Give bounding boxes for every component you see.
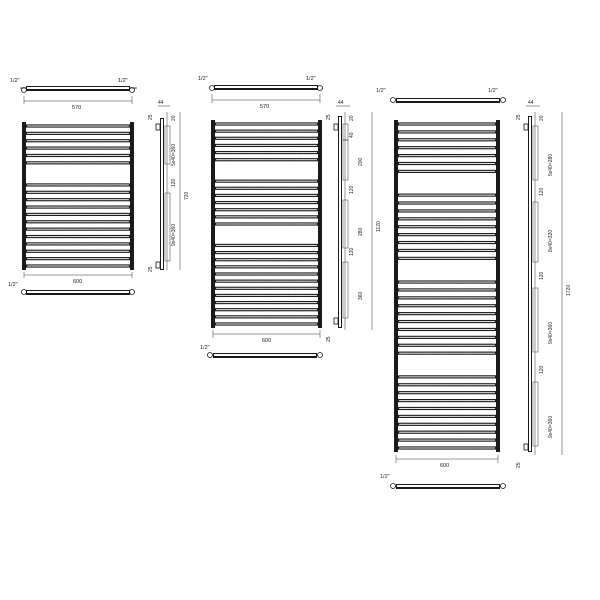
tube-bar-highlight xyxy=(399,218,495,219)
segment-dimension: 200 xyxy=(358,157,364,166)
tube-bar-highlight xyxy=(399,242,495,243)
tube-bar-highlight xyxy=(399,321,495,322)
fitting-icon xyxy=(130,290,135,295)
tube-bar-highlight xyxy=(27,140,129,141)
tube-bar-highlight xyxy=(216,295,317,296)
segment-dimension: 360 xyxy=(358,291,364,300)
segment-dimension: 5x40=360 xyxy=(171,143,177,166)
rail-right xyxy=(496,120,500,452)
front-view-medium xyxy=(211,120,322,344)
tube-bar-highlight xyxy=(399,250,495,251)
centers-dimension: 570 xyxy=(260,104,270,110)
tube-bar-highlight xyxy=(27,162,129,163)
tube-bar-highlight xyxy=(27,133,129,134)
radiator-medium xyxy=(198,76,382,358)
bottom-offset: 25 xyxy=(148,266,154,272)
segment-dimension: 120 xyxy=(539,365,545,374)
width-dimension: 600 xyxy=(440,463,450,469)
tube-bar-highlight xyxy=(216,288,317,289)
tube-bar-highlight xyxy=(216,302,317,303)
top-offset: 25 xyxy=(148,114,154,120)
tube-bar-highlight xyxy=(216,324,317,325)
tube-bar-highlight xyxy=(216,309,317,310)
tube-bar-highlight xyxy=(399,376,495,377)
tube-bar-highlight xyxy=(399,416,495,417)
segment-dimension: 9x40=360 xyxy=(548,321,554,344)
tube-bar-highlight xyxy=(27,155,129,156)
tube-bar-highlight xyxy=(27,207,129,208)
tube-bar-highlight xyxy=(27,251,129,252)
tube-bar-highlight xyxy=(27,236,129,237)
tube-bar-highlight xyxy=(399,203,495,204)
segment-dimension: 9x40=360 xyxy=(548,415,554,438)
tube-bar-highlight xyxy=(216,202,317,203)
height-dimension: 1120 xyxy=(376,221,382,232)
connector-label: 1/2" xyxy=(376,88,386,94)
tube-bar-highlight xyxy=(399,171,495,172)
tube-bar-highlight xyxy=(399,139,495,140)
width-dimension: 600 xyxy=(262,338,272,344)
tube-bar-highlight xyxy=(216,124,317,125)
tube-bar-highlight xyxy=(399,163,495,164)
tube-bar-highlight xyxy=(27,199,129,200)
connector-label: 1/2" xyxy=(118,78,128,84)
height-dimension: 1720 xyxy=(566,284,572,296)
fitting-icon xyxy=(22,290,27,295)
rail-left xyxy=(211,120,215,328)
tube-bar-highlight xyxy=(399,329,495,330)
segment-dimension: 120 xyxy=(349,185,355,194)
top-distance: 20 xyxy=(539,115,545,121)
bottom-connector-small xyxy=(8,282,135,295)
side-view-medium xyxy=(326,100,382,342)
tube-bar-highlight xyxy=(399,337,495,338)
tube-bar-highlight xyxy=(399,408,495,409)
tube-bar-highlight xyxy=(399,424,495,425)
bottom-offset: 25 xyxy=(326,336,332,342)
tube-bar-highlight xyxy=(216,224,317,225)
tube-bar-highlight xyxy=(27,184,129,185)
fitting-icon xyxy=(391,484,396,489)
tube-bar-highlight xyxy=(27,148,129,149)
fitting-icon xyxy=(210,86,215,91)
tube-bar-highlight xyxy=(216,209,317,210)
segment-dimension: 120 xyxy=(349,247,355,256)
segment-dimension: 120 xyxy=(171,178,177,187)
depth-dimension: 44 xyxy=(528,100,534,106)
connector-label: 1/2" xyxy=(200,345,210,351)
tube-bar-highlight xyxy=(399,131,495,132)
tube-bar-highlight xyxy=(399,195,495,196)
tube-bar-highlight xyxy=(216,281,317,282)
tube-bar-highlight xyxy=(399,258,495,259)
tube-bar-highlight xyxy=(399,440,495,441)
fitting-icon xyxy=(318,86,323,91)
tube-bar-highlight xyxy=(399,155,495,156)
tube-bar-highlight xyxy=(216,245,317,246)
tube-bar-highlight xyxy=(27,126,129,127)
tube-bar-highlight xyxy=(216,216,317,217)
connector-label: 1/2" xyxy=(10,78,20,84)
tube-bar-highlight xyxy=(216,138,317,139)
side-view-large xyxy=(516,100,572,468)
rail-left xyxy=(394,120,398,452)
radiator-small xyxy=(8,78,190,295)
top-connector-small xyxy=(10,78,137,111)
fitting-icon xyxy=(391,98,396,103)
tube-bar-highlight xyxy=(27,266,129,267)
tube-bar-highlight xyxy=(399,210,495,211)
side-view-small xyxy=(148,100,190,272)
tube-bar-highlight xyxy=(27,229,129,230)
tube-bar-highlight xyxy=(216,195,317,196)
connector-label: 1/2" xyxy=(488,88,498,94)
tube-bar-highlight xyxy=(216,131,317,132)
segment-dimension: 40 xyxy=(349,132,355,138)
tube-bar-highlight xyxy=(27,243,129,244)
tube-bar-highlight xyxy=(27,258,129,259)
tube-bar-highlight xyxy=(399,313,495,314)
bottom-connector-large xyxy=(380,474,506,489)
tube-bar-highlight xyxy=(399,226,495,227)
tube-bar-highlight xyxy=(399,234,495,235)
tube-bar-highlight xyxy=(399,353,495,354)
tube-bar-highlight xyxy=(399,305,495,306)
tube-bar-highlight xyxy=(216,152,317,153)
tube-bar-highlight xyxy=(216,316,317,317)
tube-bar-highlight xyxy=(216,145,317,146)
tube-bar-highlight xyxy=(399,392,495,393)
height-dimension: 720 xyxy=(184,191,190,200)
radiator-large xyxy=(376,88,572,489)
fitting-icon xyxy=(208,353,213,358)
fitting-icon xyxy=(318,353,323,358)
tube-bar-highlight xyxy=(216,259,317,260)
rail-right xyxy=(130,122,134,270)
rail-left xyxy=(22,122,26,270)
connector-label: 1/2" xyxy=(8,282,18,288)
bottom-connector-medium xyxy=(200,345,323,358)
segment-dimension: 120 xyxy=(539,271,545,280)
tube-bar-highlight xyxy=(216,266,317,267)
tube-bar-highlight xyxy=(399,282,495,283)
segment-dimension: 8x40=320 xyxy=(548,229,554,252)
segment-dimension: 9x40=360 xyxy=(171,223,177,246)
tube-bar-highlight xyxy=(399,147,495,148)
depth-dimension: 44 xyxy=(158,100,164,106)
top-offset: 25 xyxy=(516,114,522,120)
segment-dimension: 280 xyxy=(358,227,364,236)
fitting-icon xyxy=(501,98,506,103)
connector-label: 1/2" xyxy=(380,474,390,480)
rail-right xyxy=(318,120,322,328)
tube-bar-highlight xyxy=(216,252,317,253)
front-view-large xyxy=(394,120,500,469)
top-connector-large xyxy=(376,88,506,103)
top-connector-medium xyxy=(198,76,323,110)
top-offset: 25 xyxy=(326,114,332,120)
width-dimension: 600 xyxy=(73,279,83,285)
tube-bar-highlight xyxy=(27,192,129,193)
segment-dimension: 120 xyxy=(539,187,545,196)
tube-bar-highlight xyxy=(27,221,129,222)
tube-bar-highlight xyxy=(399,384,495,385)
tube-bar-highlight xyxy=(216,181,317,182)
top-distance: 20 xyxy=(349,115,355,121)
fitting-icon xyxy=(501,484,506,489)
centers-dimension: 570 xyxy=(72,105,82,111)
depth-dimension: 44 xyxy=(338,100,344,106)
tube-bar-highlight xyxy=(399,297,495,298)
tube-bar-highlight xyxy=(399,124,495,125)
tube-bar-highlight xyxy=(399,400,495,401)
tube-bar-highlight xyxy=(216,159,317,160)
connector-label: 1/2" xyxy=(306,76,316,82)
tube-bar-highlight xyxy=(216,188,317,189)
bottom-offset: 25 xyxy=(516,462,522,468)
tube-bar-highlight xyxy=(27,214,129,215)
segment-dimension: 5x40=280 xyxy=(548,153,554,176)
tube-bar-highlight xyxy=(399,448,495,449)
tube-bar-highlight xyxy=(399,345,495,346)
tube-bar-highlight xyxy=(399,289,495,290)
tube-bar-highlight xyxy=(399,432,495,433)
front-view-small xyxy=(22,122,134,285)
connector-label: 1/2" xyxy=(198,76,208,82)
tube-bar-highlight xyxy=(216,274,317,275)
top-distance: 20 xyxy=(171,115,177,121)
